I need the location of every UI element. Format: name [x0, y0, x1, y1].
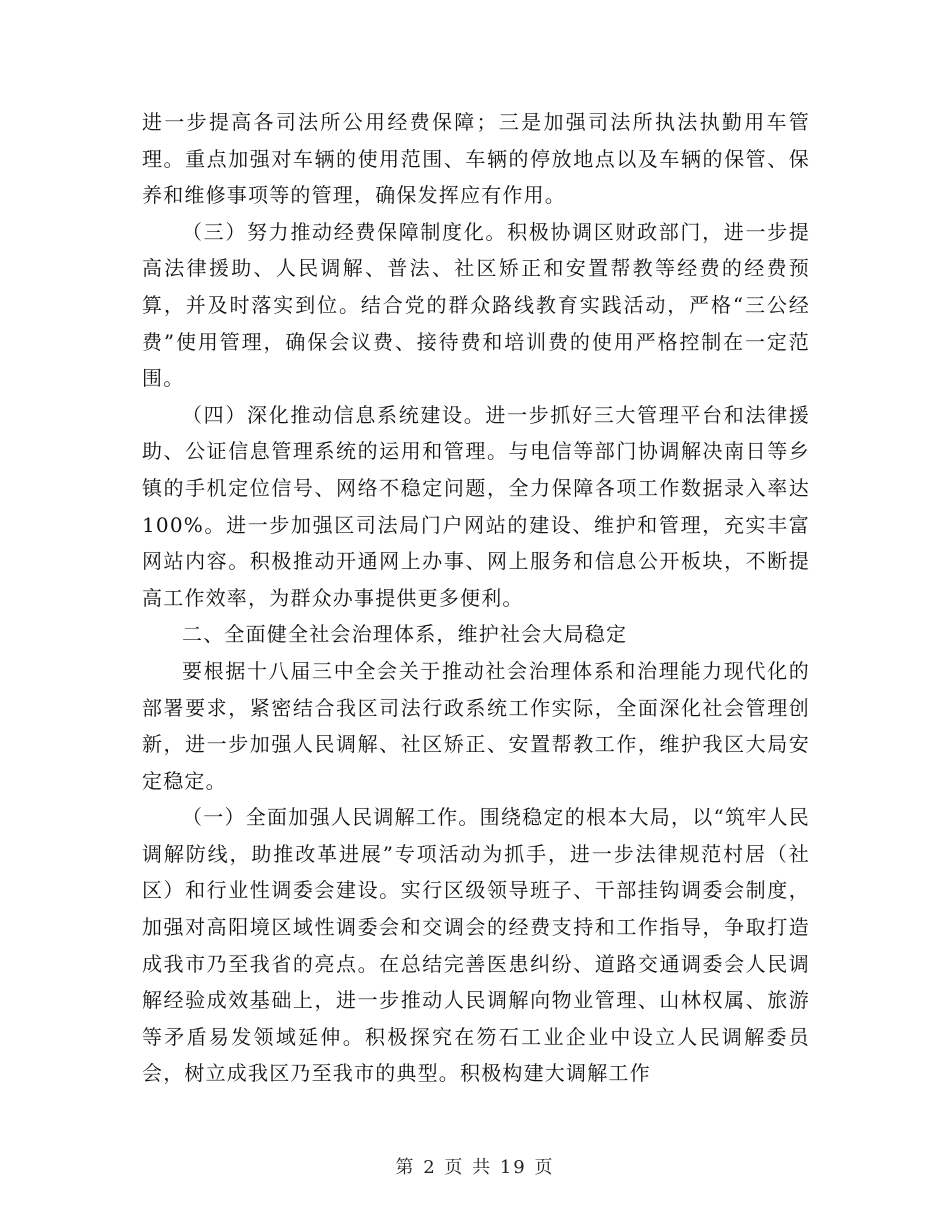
- paragraph-2: （三）努力推动经费保障制度化。积极协调区财政部门，进一步提高法律援助、人民调解、普法、社区矫正和安置帮教等经费的经费预算，并及时落实到位。结合党的群众路线教育实践活动，严格“三公经费”使用管理，确保会议费、接待费和培训费的使用严格控制在一定范围。: [142, 219, 810, 391]
- document-body: [142, 104, 810, 1092]
- paragraph-5: （一）全面加强人民调解工作。围绕稳定的根本大局，以“筑牢人民调解防线，助推改革进展”专项活动为抓手，进一步法律规范村居（社区）和行业性调委会建设。实行区级领导班子、干部挂钩调委会制度，加强对高阳境区域性调委会和交调会的经费支持和工作指导，争取打造成我市乃至我省的亮点。在总结完善医患纠纷、道路交通调委会人民调解经验成效基础上，进一步推动人民调解向物业管理、山林权属、旅游等矛盾易发领域延伸。积极探究在笏石工业企业中设立人民调解委员会，树立成我区乃至我市的典型。积极构建大调解工作: [142, 805, 810, 1086]
- paragraph-1: 进一步提高各司法所公用经费保障；三是加强司法所执法执勤用车管理。重点加强对车辆的使用范围、车辆的停放地点以及车辆的保管、保养和维修事项等的管理，确保发挥应有作用。: [142, 110, 810, 208]
- section-heading: 二、全面健全社会治理体系，维护社会大局稳定: [182, 622, 628, 647]
- paragraph-4: 要根据十八届三中全会关于推动社会治理体系和治理能力现代化的部署要求，紧密结合我区司法行政系统工作实际，全面深化社会管理创新，进一步加强人民调解、社区矫正、安置帮教工作，维护我区大局安定稳定。: [142, 658, 810, 793]
- paragraph-3: （四）深化推动信息系统建设。进一步抓好三大管理平台和法律援助、公证信息管理系统的运用和管理。与电信等部门协调解决南日等乡镇的手机定位信号、网络不稳定问题，全力保障各项工作数据录入率达100%。进一步加强区司法局门户网站的建设、维护和管理，充实丰富网站内容。积极推动开通网上办事、网上服务和信息公开板块，不断提高工作效率，为群众办事提供更多便利。: [142, 402, 810, 610]
- page-number-footer: 第 2 页 共 19 页: [395, 1157, 555, 1178]
